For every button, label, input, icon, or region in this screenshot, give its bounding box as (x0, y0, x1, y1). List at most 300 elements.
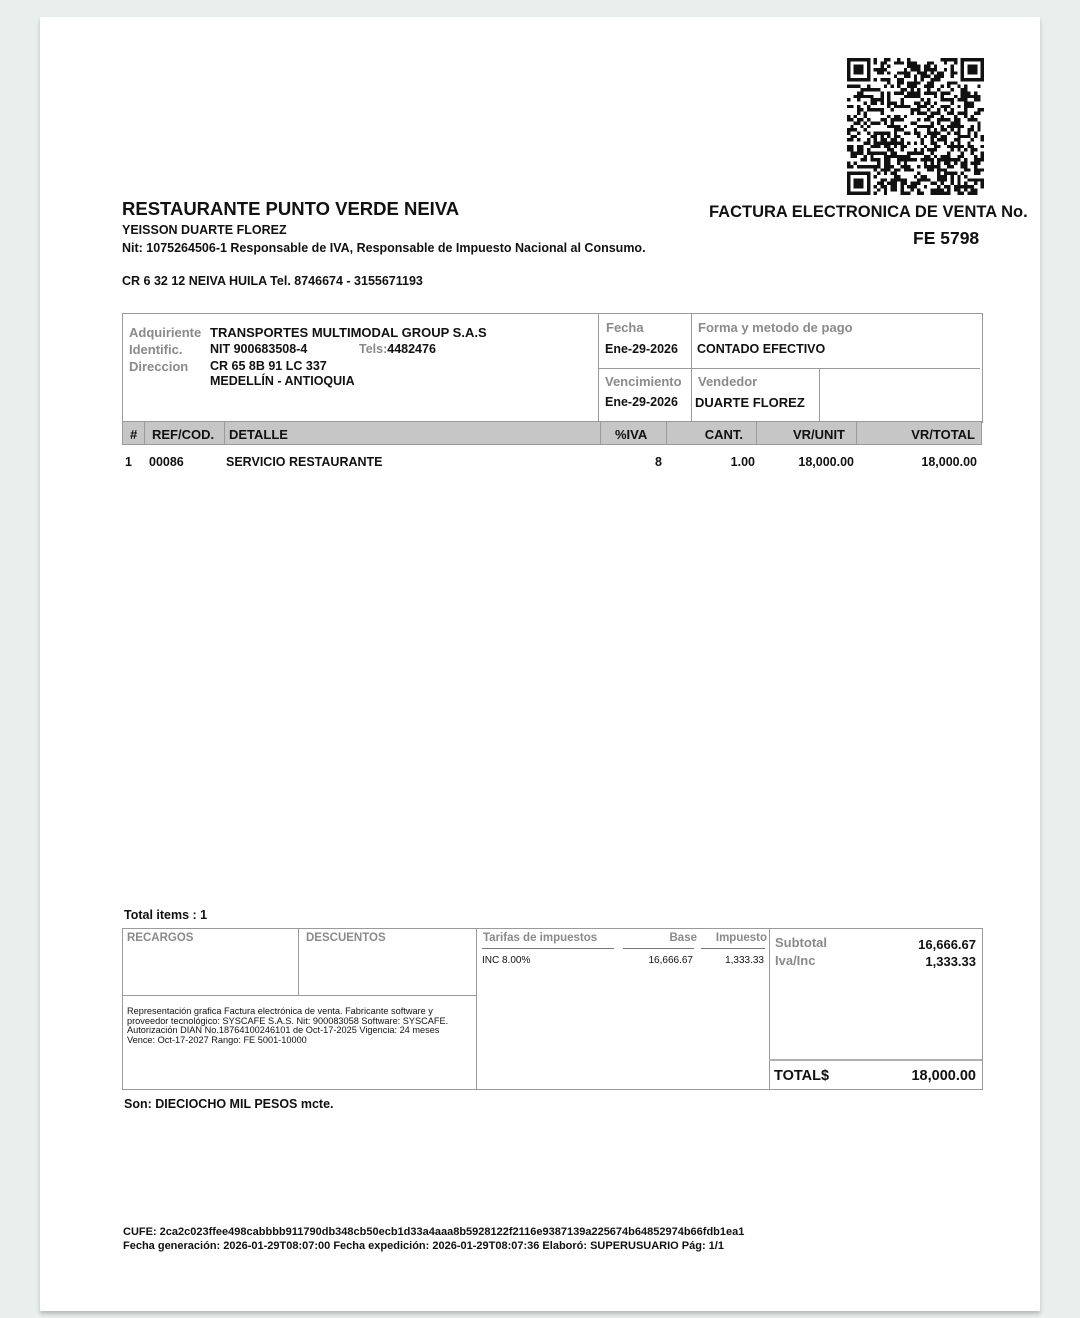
qr-module (967, 168, 970, 171)
qr-module (944, 162, 947, 165)
qr-module (904, 95, 907, 98)
qr-module (934, 68, 937, 71)
qr-module (897, 135, 900, 138)
qr-module (874, 61, 877, 64)
col-header-number: # (130, 427, 138, 442)
col-header-total: VR/TOTAL (911, 427, 975, 442)
qr-module (860, 178, 863, 181)
qr-module (900, 185, 903, 188)
qr-module (874, 98, 877, 101)
qr-module (971, 125, 974, 128)
legal-line: Representación grafica Factura electrónica de venta. Fabricante software y (127, 1006, 433, 1016)
qr-module (967, 118, 970, 121)
qr-module (944, 58, 947, 61)
qr-module (954, 115, 957, 118)
qr-module (971, 118, 974, 121)
qr-module (927, 125, 930, 128)
qr-module (884, 188, 887, 191)
qr-module (854, 78, 857, 81)
qr-module (880, 78, 883, 81)
qr-module (887, 115, 890, 118)
qr-module (880, 98, 883, 101)
qr-module (924, 118, 927, 121)
qr-module (937, 111, 940, 114)
qr-module (937, 168, 940, 171)
qr-module (981, 178, 984, 181)
qr-module (917, 125, 920, 128)
qr-module (884, 78, 887, 81)
qr-module (977, 172, 980, 175)
qr-module (944, 142, 947, 145)
qr-module (961, 111, 964, 114)
qr-module (967, 145, 970, 148)
qr-module (917, 192, 920, 195)
qr-module (907, 192, 910, 195)
qr-module (964, 188, 967, 191)
qr-module (941, 155, 944, 158)
qr-module (964, 111, 967, 114)
qr-module (870, 88, 873, 91)
qr-module (951, 178, 954, 181)
qr-module (947, 162, 950, 165)
qr-module (850, 105, 853, 108)
qr-module (860, 172, 863, 175)
qr-module (894, 155, 897, 158)
qr-module (927, 165, 930, 168)
qr-module (860, 152, 863, 155)
discounts-label: DESCUENTOS (306, 932, 386, 944)
qr-module (887, 125, 890, 128)
qr-module (870, 165, 873, 168)
qr-module (927, 85, 930, 88)
acquirer-id: NIT 900683508-4 (210, 342, 308, 356)
qr-module (884, 172, 887, 175)
qr-module (981, 135, 984, 138)
qr-module (860, 65, 863, 68)
qr-module (927, 81, 930, 84)
qr-module (931, 68, 934, 71)
qr-module (904, 178, 907, 181)
qr-module (974, 158, 977, 161)
divider (701, 948, 765, 949)
qr-module (914, 75, 917, 78)
invoice-page (40, 17, 1040, 1311)
qr-module (971, 138, 974, 141)
qr-module (957, 105, 960, 108)
qr-module (974, 98, 977, 101)
qr-module (961, 65, 964, 68)
qr-module (937, 162, 940, 165)
qr-module (931, 152, 934, 155)
qr-module (971, 145, 974, 148)
qr-module (941, 135, 944, 138)
qr-module (887, 95, 890, 98)
qr-module (857, 192, 860, 195)
qr-module (867, 58, 870, 61)
phones-value: 4482476 (387, 342, 436, 356)
qr-module (927, 75, 930, 78)
qr-module (964, 105, 967, 108)
qr-module (951, 148, 954, 151)
issuer-name: RESTAURANTE PUNTO VERDE NEIVA (122, 198, 460, 219)
qr-module (880, 71, 883, 74)
qr-module (924, 68, 927, 71)
qr-module (931, 142, 934, 145)
qr-module (917, 68, 920, 71)
qr-module (967, 95, 970, 98)
qr-module (957, 132, 960, 135)
qr-module (947, 105, 950, 108)
qr-module (944, 135, 947, 138)
qr-module (957, 185, 960, 188)
qr-module (934, 101, 937, 104)
qr-module (924, 165, 927, 168)
qr-module (884, 192, 887, 195)
qr-module (914, 142, 917, 145)
qr-module (854, 155, 857, 158)
qr-module (964, 88, 967, 91)
qr-module (877, 165, 880, 168)
qr-module (894, 185, 897, 188)
qr-module (927, 178, 930, 181)
qr-module (864, 78, 867, 81)
qr-module (944, 138, 947, 141)
qr-module (927, 65, 930, 68)
qr-module (850, 145, 853, 148)
qr-module (964, 98, 967, 101)
qr-module (927, 128, 930, 131)
qr-module (971, 95, 974, 98)
qr-module (981, 75, 984, 78)
qr-module (934, 148, 937, 151)
qr-module (964, 95, 967, 98)
qr-module (937, 71, 940, 74)
qr-module (981, 185, 984, 188)
qr-module (900, 81, 903, 84)
qr-module (874, 108, 877, 111)
qr-module (887, 71, 890, 74)
qr-module (974, 118, 977, 121)
qr-module (857, 71, 860, 74)
qr-module (847, 61, 850, 64)
qr-module (967, 185, 970, 188)
qr-module (880, 152, 883, 155)
qr-module (931, 111, 934, 114)
qr-module (937, 138, 940, 141)
qr-module (951, 125, 954, 128)
qr-module (850, 138, 853, 141)
qr-module (937, 108, 940, 111)
qr-module (927, 158, 930, 161)
qr-module (860, 125, 863, 128)
qr-module (884, 132, 887, 135)
qr-module (924, 85, 927, 88)
qr-module (860, 145, 863, 148)
qr-module (947, 185, 950, 188)
tax-amount: 1,333.33 (725, 955, 764, 966)
address-label: Direccion (129, 359, 189, 374)
qr-module (921, 138, 924, 141)
date-value: Ene-29-2026 (605, 342, 678, 356)
qr-module (867, 172, 870, 175)
qr-module (910, 95, 913, 98)
qr-module (937, 175, 940, 178)
qr-module (867, 88, 870, 91)
qr-module (904, 88, 907, 91)
qr-module (890, 188, 893, 191)
qr-module (870, 95, 873, 98)
qr-module (981, 158, 984, 161)
surcharges-label: RECARGOS (127, 932, 194, 944)
invoice-title: FACTURA ELECTRONICA DE VENTA No. (709, 203, 1028, 221)
qr-module (887, 148, 890, 151)
qr-module (847, 145, 850, 148)
qr-module (967, 65, 970, 68)
qr-module (877, 121, 880, 124)
qr-module (941, 75, 944, 78)
qr-module (897, 158, 900, 161)
qr-module (904, 132, 907, 135)
qr-module (874, 132, 877, 135)
qr-module (947, 91, 950, 94)
qr-module (964, 91, 967, 94)
qr-module (964, 185, 967, 188)
qr-module (944, 178, 947, 181)
qr-module (884, 61, 887, 64)
qr-module (934, 95, 937, 98)
qr-module (944, 68, 947, 71)
qr-module (971, 65, 974, 68)
qr-module (951, 98, 954, 101)
qr-module (921, 98, 924, 101)
qr-module (961, 88, 964, 91)
legal-text (127, 1007, 448, 1045)
qr-module (947, 118, 950, 121)
qr-module (931, 71, 934, 74)
qr-module (951, 182, 954, 185)
qr-module (967, 105, 970, 108)
qr-module (917, 152, 920, 155)
qr-module (944, 158, 947, 161)
qr-module (847, 85, 850, 88)
qr-module (897, 118, 900, 121)
qr-module (967, 68, 970, 71)
qr-module (977, 78, 980, 81)
qr-module (880, 135, 883, 138)
qr-module (951, 68, 954, 71)
qr-module (971, 185, 974, 188)
qr-module (867, 68, 870, 71)
qr-module (934, 128, 937, 131)
qr-module (917, 188, 920, 191)
qr-module (880, 95, 883, 98)
qr-module (877, 188, 880, 191)
qr-module (954, 58, 957, 61)
qr-module (951, 158, 954, 161)
qr-module (854, 192, 857, 195)
qr-module (954, 121, 957, 124)
qr-module (890, 121, 893, 124)
qr-module (857, 185, 860, 188)
qr-module (890, 148, 893, 151)
qr-module (887, 101, 890, 104)
qr-module (867, 78, 870, 81)
qr-module (957, 85, 960, 88)
qr-module (887, 142, 890, 145)
date-label: Fecha (606, 320, 644, 335)
qr-module (857, 172, 860, 175)
qr-module (860, 78, 863, 81)
qr-module (874, 88, 877, 91)
seller-value: DUARTE FLOREZ (695, 395, 805, 410)
qr-module (870, 155, 873, 158)
qr-module (951, 71, 954, 74)
qr-module (907, 158, 910, 161)
qr-module (967, 58, 970, 61)
qr-module (957, 178, 960, 181)
qr-module (847, 105, 850, 108)
qr-module (894, 188, 897, 191)
qr-module (884, 162, 887, 165)
qr-module (887, 145, 890, 148)
qr-module (910, 85, 913, 88)
qr-module (850, 152, 853, 155)
qr-module (900, 61, 903, 64)
qr-module (981, 71, 984, 74)
qr-module (964, 108, 967, 111)
qr-module (867, 152, 870, 155)
qr-module (967, 135, 970, 138)
qr-module (900, 142, 903, 145)
qr-module (934, 192, 937, 195)
qr-module (951, 111, 954, 114)
qr-module (884, 138, 887, 141)
qr-module (937, 188, 940, 191)
qr-module (964, 101, 967, 104)
qr-module (977, 158, 980, 161)
qr-module (924, 71, 927, 74)
qr-module (934, 132, 937, 135)
qr-module (917, 101, 920, 104)
qr-module (917, 165, 920, 168)
qr-module (914, 95, 917, 98)
qr-module (874, 192, 877, 195)
qr-module (954, 172, 957, 175)
qr-module (967, 132, 970, 135)
qr-module (941, 182, 944, 185)
qr-module (904, 158, 907, 161)
qr-module (897, 85, 900, 88)
divider (756, 422, 757, 444)
row-unit-price: 18,000.00 (798, 455, 854, 469)
qr-module (964, 135, 967, 138)
qr-module (914, 78, 917, 81)
qr-module (981, 58, 984, 61)
qr-module (907, 95, 910, 98)
qr-module (894, 168, 897, 171)
qr-module (941, 115, 944, 118)
qr-module (961, 162, 964, 165)
qr-module (900, 192, 903, 195)
subtotal-value: 16,666.67 (918, 937, 976, 952)
qr-module (880, 182, 883, 185)
divider (600, 422, 601, 444)
qr-module (957, 155, 960, 158)
qr-module (941, 168, 944, 171)
qr-module (937, 165, 940, 168)
qr-module (914, 132, 917, 135)
qr-module (907, 61, 910, 64)
qr-module (884, 185, 887, 188)
qr-module (900, 98, 903, 101)
qr-module (934, 188, 937, 191)
qr-module (887, 91, 890, 94)
qr-module (941, 125, 944, 128)
qr-module (981, 138, 984, 141)
qr-module (894, 75, 897, 78)
qr-module (877, 108, 880, 111)
qr-module (874, 185, 877, 188)
qr-module (934, 182, 937, 185)
qr-module (917, 108, 920, 111)
qr-module (867, 165, 870, 168)
qr-module (914, 81, 917, 84)
qr-module (954, 138, 957, 141)
qr-module (884, 158, 887, 161)
qr-module (931, 158, 934, 161)
qr-module (894, 128, 897, 131)
qr-module (870, 152, 873, 155)
qr-module (850, 128, 853, 131)
row-qty: 1.00 (730, 455, 755, 469)
qr-module (897, 142, 900, 145)
qr-module (951, 128, 954, 131)
qr-module (924, 65, 927, 68)
qr-module (961, 165, 964, 168)
qr-module (931, 168, 934, 171)
qr-module (900, 178, 903, 181)
qr-module (931, 182, 934, 185)
qr-module (957, 125, 960, 128)
qr-module (884, 85, 887, 88)
qr-module (847, 138, 850, 141)
qr-module (921, 178, 924, 181)
qr-module (880, 68, 883, 71)
qr-module (880, 111, 883, 114)
divider (298, 928, 299, 995)
qr-module (847, 98, 850, 101)
qr-module (847, 162, 850, 165)
qr-module (860, 118, 863, 121)
qr-module (917, 95, 920, 98)
qr-module (927, 132, 930, 135)
qr-module (954, 145, 957, 148)
qr-module (857, 138, 860, 141)
qr-module (884, 145, 887, 148)
qr-module (931, 192, 934, 195)
total-label: TOTAL$ (774, 1068, 830, 1084)
qr-module (894, 115, 897, 118)
qr-module (890, 155, 893, 158)
qr-module (964, 175, 967, 178)
qr-module (934, 145, 937, 148)
qr-module (870, 108, 873, 111)
divider (819, 368, 820, 422)
qr-module (907, 91, 910, 94)
row-total: 18,000.00 (921, 455, 977, 469)
qr-module (914, 158, 917, 161)
divider (856, 422, 857, 444)
